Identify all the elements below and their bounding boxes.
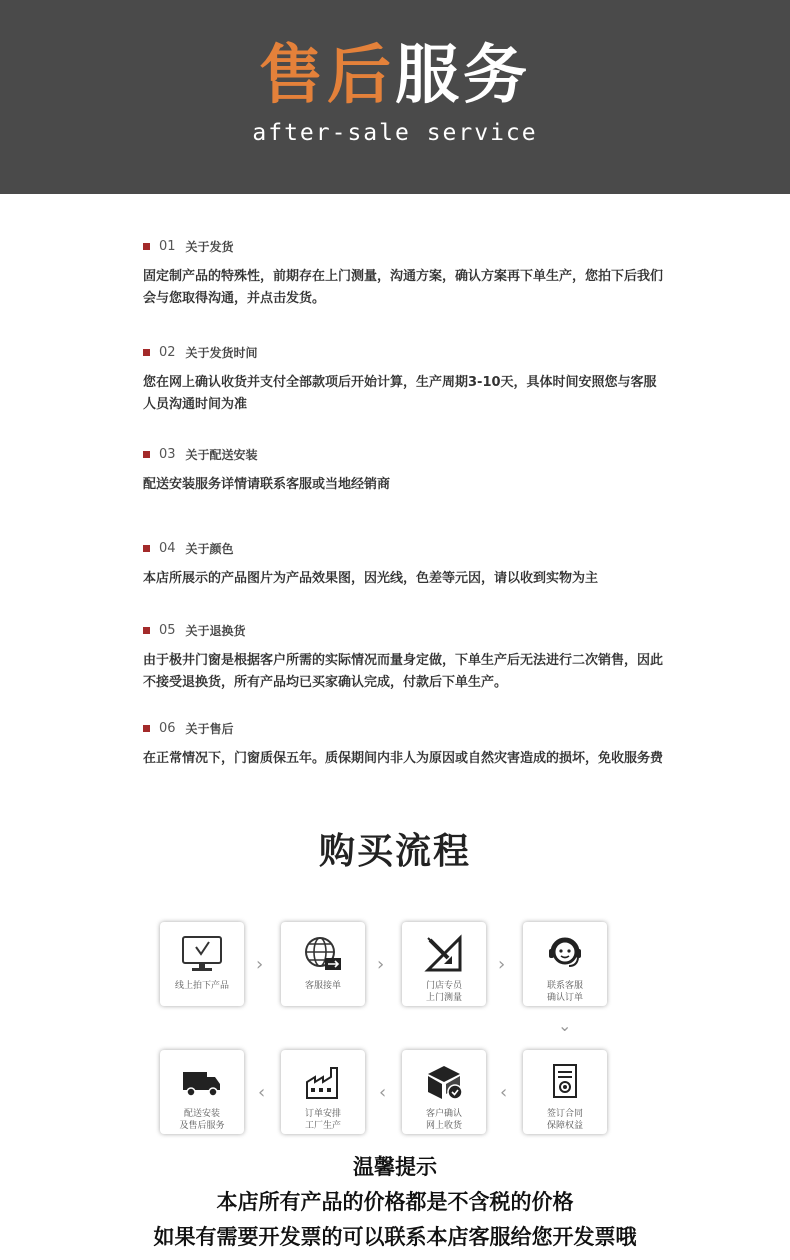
arrow-right-icon: › bbox=[377, 954, 385, 975]
section-title: 关于发货时间 bbox=[185, 345, 258, 360]
arrow-right-icon: › bbox=[498, 954, 506, 975]
tips-line-invoice: 如果有需要开发票的可以联系本店客服给您开发票哦 bbox=[153, 1225, 637, 1249]
section-number: 02 bbox=[159, 344, 176, 360]
section-body: 固定制产品的特殊性，前期存在上门测量，沟通方案，确认方案再下单生产，您拍下后我们会与您取得沟通，并点击发货。 bbox=[143, 269, 664, 306]
section-body: 本店所展示的产品图片为产品效果图，因光线，色差等元因，请以收到实物为主 bbox=[143, 571, 599, 586]
section-title: 关于颜色 bbox=[185, 541, 234, 556]
arrow-left-icon: ‹ bbox=[500, 1082, 508, 1103]
arrow-left-icon: ‹ bbox=[258, 1082, 266, 1103]
arrow-left-icon: ‹ bbox=[379, 1082, 387, 1103]
section-title: 关于发货 bbox=[185, 239, 234, 254]
arrow-right-icon: › bbox=[256, 954, 264, 975]
section-number: 06 bbox=[159, 720, 176, 736]
section-title: 关于配送安装 bbox=[185, 447, 258, 462]
monitor-check-icon bbox=[180, 934, 224, 974]
section-shipping bbox=[143, 236, 663, 310]
bullet-marker bbox=[143, 451, 150, 458]
section-number: 04 bbox=[159, 540, 176, 556]
section-number: 05 bbox=[159, 622, 176, 638]
bullet-marker bbox=[143, 243, 150, 250]
step-label: 联系客服 确认订单 bbox=[546, 981, 583, 1003]
section-number: 03 bbox=[159, 446, 176, 462]
step-factory-production bbox=[281, 1050, 365, 1134]
step-label: 门店专员 上门测量 bbox=[425, 981, 462, 1003]
bullet-marker bbox=[143, 545, 150, 552]
step-delivery-service bbox=[160, 1050, 244, 1134]
title-rest: 服务 bbox=[395, 38, 531, 113]
tips-title: 温馨提示 bbox=[353, 1155, 437, 1179]
bullet-marker bbox=[143, 349, 150, 356]
globe-icon bbox=[301, 934, 345, 974]
step-label: 线上拍下产品 bbox=[174, 981, 229, 991]
step-label: 客户确认 网上收货 bbox=[425, 1109, 462, 1131]
section-body: 由于极井门窗是根据客户所需的实际情况而量身定做，下单生产后无法进行二次销售，因此不接受退换货，所有产品均已买家确认完成，付款后下单生产。 bbox=[143, 653, 664, 690]
step-label: 签订合同 保障权益 bbox=[546, 1109, 583, 1131]
headset-icon bbox=[543, 934, 587, 974]
step-confirm-receipt bbox=[402, 1050, 486, 1134]
section-body: 您在网上确认收货并支付全部款项后开始计算，生产周期3-10天，具体时间安照您与客服人员沟通时间为准 bbox=[143, 375, 657, 412]
step-service-accept bbox=[281, 922, 365, 1006]
truck-icon bbox=[180, 1062, 224, 1102]
step-sign-contract bbox=[523, 1050, 607, 1134]
package-check-icon bbox=[422, 1062, 466, 1102]
section-body: 在正常情况下，门窗质保五年。质保期间内非人为原因或自然灾害造成的损坏，免收服务费 bbox=[143, 751, 664, 766]
section-returns bbox=[143, 620, 663, 694]
tips-line-tax: 本店所有产品的价格都是不含税的价格 bbox=[216, 1190, 574, 1214]
section-color bbox=[143, 538, 663, 590]
section-body: 配送安装服务详情请联系客服或当地经销商 bbox=[143, 477, 391, 492]
factory-icon bbox=[301, 1062, 345, 1102]
bullet-marker bbox=[143, 725, 150, 732]
step-contact-service bbox=[523, 922, 607, 1006]
section-number: 01 bbox=[159, 238, 176, 254]
page-subtitle: after-sale service bbox=[252, 120, 538, 146]
step-label: 订单安排 工厂生产 bbox=[304, 1109, 341, 1131]
bullet-marker bbox=[143, 627, 150, 634]
process-title: 购买流程 bbox=[318, 831, 471, 872]
section-after-sale bbox=[143, 718, 663, 770]
contract-icon bbox=[543, 1062, 587, 1102]
step-order-online bbox=[160, 922, 244, 1006]
section-delivery-install bbox=[143, 444, 663, 496]
step-onsite-measure bbox=[402, 922, 486, 1006]
page-title bbox=[0, 36, 790, 116]
step-label: 客服接单 bbox=[304, 981, 341, 991]
header-banner bbox=[0, 0, 790, 194]
arrow-down-icon: ⌄ bbox=[558, 1016, 572, 1035]
step-label: 配送安装 及售后服务 bbox=[179, 1109, 225, 1131]
section-title: 关于售后 bbox=[185, 721, 234, 736]
section-shipping-time bbox=[143, 342, 663, 416]
section-title: 关于退换货 bbox=[185, 623, 246, 638]
title-accent: 售后 bbox=[259, 38, 395, 113]
ruler-triangle-icon bbox=[422, 934, 466, 974]
